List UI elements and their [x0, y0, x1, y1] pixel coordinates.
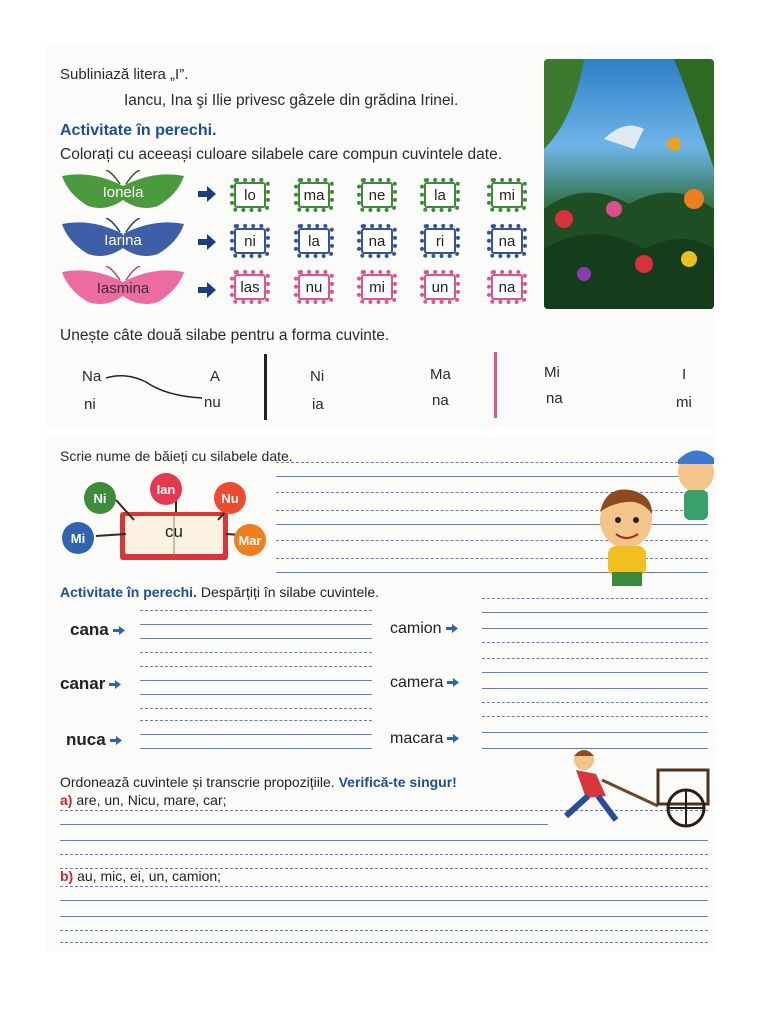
underline-instruction: Subliniază litera „I”. — [60, 66, 189, 83]
word-right: macara — [390, 730, 459, 748]
syllable-bottom[interactable]: na — [432, 392, 449, 409]
garden-illustration — [544, 59, 714, 309]
self-check: Verifică-te singur! — [338, 774, 457, 790]
word-right: camion — [390, 620, 458, 638]
syllable-tile[interactable]: nu — [294, 270, 334, 304]
writing-lines-right[interactable] — [482, 598, 708, 758]
syllable-top[interactable]: Mi — [544, 364, 560, 381]
syllabify-instruction-line — [60, 584, 379, 600]
arrow-right-icon — [446, 624, 458, 633]
boys-names-instruction: Scrie nume de băieți cu silabele date. — [60, 448, 293, 464]
divider — [264, 354, 267, 420]
order-instruction-line — [60, 774, 457, 790]
syllable-top[interactable]: A — [210, 368, 221, 385]
writing-lines-b[interactable] — [60, 886, 708, 946]
syllable-tile[interactable]: ni — [230, 224, 270, 258]
syllabify-instruction: Despărțiți în silabe cuvintele. — [200, 584, 380, 600]
sentence: Iancu, Ina şi Ilie privesc gâzele din grădina Irinei. — [124, 92, 459, 109]
syllable-tile[interactable]: mi — [357, 270, 397, 304]
syllable-tile[interactable]: un — [420, 270, 460, 304]
syllable-bottom[interactable]: nu — [204, 394, 221, 411]
divider — [494, 352, 497, 418]
word-left: canar — [60, 674, 121, 694]
syllable-tile[interactable]: na — [487, 270, 527, 304]
sentence-item-b: b) au, mic, ei, un, camion; — [60, 868, 222, 884]
syllable-bottom[interactable]: ia — [312, 396, 324, 413]
butterfly-ionela — [62, 170, 184, 214]
center-syllable: cu — [165, 522, 183, 541]
color-instruction: Colorați cu aceeași culoare silabele care compun cuvintele date. — [60, 146, 502, 163]
syllable-tile[interactable]: na — [357, 224, 397, 258]
arrow-right-icon — [447, 678, 459, 687]
arrow-right-icon — [198, 234, 216, 250]
syllable-top[interactable]: Ni — [310, 368, 325, 385]
syllable-top[interactable]: Na — [82, 368, 102, 385]
arrow-right-icon — [198, 282, 216, 298]
syllable-bubble: Ni — [84, 482, 116, 514]
boy-with-cart-illustration — [546, 746, 714, 832]
word-left: cana — [70, 620, 125, 640]
syllable-tile[interactable]: ma — [294, 178, 334, 212]
writing-lines-left[interactable] — [140, 606, 372, 756]
syllable-bubble: Ian — [150, 473, 182, 505]
arrow-right-icon — [198, 186, 216, 202]
butterfly-label: Ionela — [102, 184, 144, 201]
syllable-tile[interactable]: na — [487, 224, 527, 258]
butterfly-iarina — [62, 218, 184, 262]
connecting-line — [106, 372, 202, 402]
arrow-right-icon — [113, 626, 125, 635]
syllable-top[interactable]: Ma — [430, 366, 451, 383]
word-right: camera — [390, 674, 459, 692]
syllable-tile[interactable]: ne — [357, 178, 397, 212]
syllable-tile[interactable]: la — [294, 224, 334, 258]
worksheet-page — [46, 46, 716, 951]
butterfly-iasmina — [62, 266, 184, 310]
syllable-bottom[interactable]: mi — [676, 394, 692, 411]
section-gap — [46, 428, 716, 436]
syllable-bottom[interactable]: ni — [84, 396, 96, 413]
sentence-item-a: a) are, un, Nicu, mare, car; — [60, 792, 227, 808]
syllable-bubble: Nu — [214, 482, 246, 514]
butterfly-label: Iasmina — [96, 280, 150, 297]
arrow-right-icon — [447, 734, 459, 743]
arrow-right-icon — [109, 680, 121, 689]
syllable-tile[interactable]: mi — [487, 178, 527, 212]
syllable-bottom[interactable]: na — [546, 390, 563, 407]
syllable-tile[interactable]: la — [420, 178, 460, 212]
arrow-right-icon — [110, 736, 122, 745]
word-left: nuca — [66, 730, 122, 750]
boys-illustration — [586, 442, 714, 592]
syllable-top[interactable]: I — [682, 366, 687, 383]
syllable-tile[interactable]: lo — [230, 178, 270, 212]
syllable-tile[interactable]: las — [230, 270, 270, 304]
pairs-heading-2: Activitate în perechi. — [60, 584, 197, 600]
syllable-tile[interactable]: ri — [420, 224, 460, 258]
butterfly-label: Iarina — [104, 232, 142, 249]
syllable-bubble: Mar — [234, 524, 266, 556]
order-instruction: Ordonează cuvintele și transcrie propozițiile. — [60, 774, 335, 790]
pairs-heading-1: Activitate în perechi. — [60, 122, 217, 139]
syllable-bubble: Mi — [62, 522, 94, 554]
join-instruction: Unește câte două silabe pentru a forma cuvinte. — [60, 327, 390, 344]
